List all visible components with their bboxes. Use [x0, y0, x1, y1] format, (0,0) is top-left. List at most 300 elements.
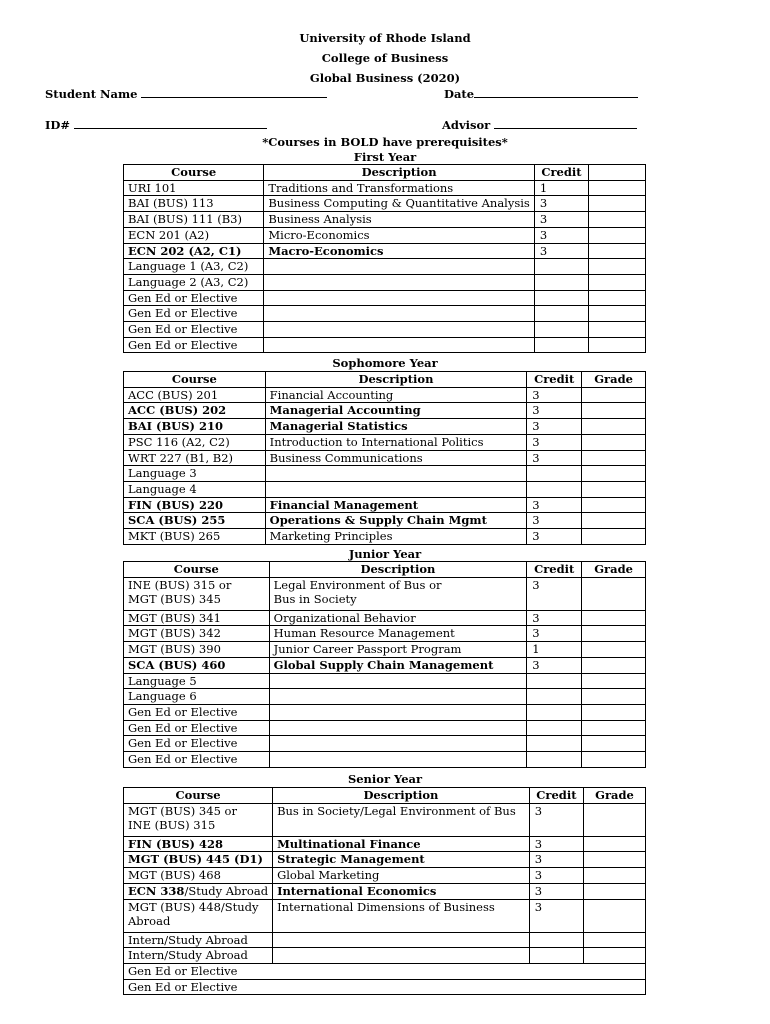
credit-cell[interactable]: [527, 689, 582, 705]
credit-cell[interactable]: 3: [527, 577, 582, 610]
credit-cell[interactable]: 3: [529, 883, 583, 899]
credit-cell[interactable]: [527, 736, 582, 752]
col-grade: Grade: [582, 562, 646, 578]
course-cell[interactable]: [124, 434, 266, 450]
grade-cell[interactable]: [582, 450, 646, 466]
course-cell[interactable]: [124, 803, 273, 836]
course-text: Gen Ed or Elective: [128, 752, 238, 767]
grade-cell[interactable]: [582, 513, 646, 529]
senior-year-title: Senior Year: [347, 772, 423, 786]
course-text: FIN (BUS) 428: [128, 836, 224, 851]
grade-cell[interactable]: [589, 337, 646, 353]
table-row: [124, 626, 646, 642]
course-text: Language 3: [128, 466, 197, 481]
col-description: Description: [273, 788, 530, 804]
description-cell[interactable]: [273, 836, 530, 852]
table-row: [124, 466, 646, 482]
description-text: Bus in Society/Legal Environment of Bus: [277, 803, 516, 818]
table-row: [124, 610, 646, 626]
table-row: [124, 673, 646, 689]
description-cell[interactable]: [273, 852, 530, 868]
course-cell[interactable]: [124, 932, 273, 948]
description-cell[interactable]: [265, 403, 527, 419]
course-cell[interactable]: [124, 577, 270, 610]
description-cell[interactable]: [269, 610, 527, 626]
junior-year-table: [123, 561, 646, 768]
description-cell[interactable]: [264, 322, 534, 338]
course-text: SCA (BUS) 460: [128, 657, 226, 672]
grade-cell[interactable]: [582, 689, 646, 705]
table-row: [124, 243, 646, 259]
course-text: Language 1 (A3, C2): [128, 259, 249, 274]
credit-cell[interactable]: 3: [529, 852, 583, 868]
course-cell[interactable]: [124, 306, 264, 322]
description-cell[interactable]: [273, 883, 530, 899]
description-text: Strategic Management: [277, 852, 425, 867]
credit-cell[interactable]: [529, 948, 583, 964]
description-cell[interactable]: [273, 803, 530, 836]
col-grade: Grade: [582, 372, 646, 388]
description-cell[interactable]: [269, 673, 527, 689]
course-text: Language 4: [128, 481, 197, 496]
description-cell[interactable]: [269, 642, 527, 658]
col-description: Description: [265, 372, 527, 388]
course-text: Gen Ed or Elective: [128, 337, 238, 352]
description-cell[interactable]: [264, 196, 534, 212]
course-cell[interactable]: [124, 868, 273, 884]
description-cell[interactable]: [264, 243, 534, 259]
credit-cell[interactable]: 3: [529, 868, 583, 884]
grade-cell[interactable]: [582, 387, 646, 403]
table-row: [124, 497, 646, 513]
description-cell[interactable]: [265, 419, 527, 435]
credit-cell[interactable]: 3: [529, 803, 583, 836]
course-text: INE (BUS) 315 or: [128, 577, 232, 592]
description-text: Marketing Principles: [269, 529, 393, 544]
description-cell[interactable]: [265, 481, 527, 497]
description-text: Business Computing & Quantitative Analysis: [268, 196, 530, 211]
credit-cell[interactable]: [534, 290, 588, 306]
description-text: Global Marketing: [277, 868, 380, 883]
grade-cell[interactable]: [589, 259, 646, 275]
course-text: Gen Ed or Elective: [128, 736, 238, 751]
program-title: Global Business (2020): [309, 71, 461, 85]
credit-cell[interactable]: 3: [529, 836, 583, 852]
col-description: Description: [269, 562, 527, 578]
credit-cell[interactable]: 3: [527, 529, 582, 545]
description-cell[interactable]: [265, 513, 527, 529]
description-text-line2: Bus in Society: [273, 592, 357, 607]
description-cell[interactable]: [265, 434, 527, 450]
credit-cell[interactable]: [527, 673, 582, 689]
grade-cell[interactable]: [584, 852, 646, 868]
college-title: College of Business: [321, 51, 449, 65]
description-text: Human Resource Management: [273, 626, 455, 641]
course-cell[interactable]: [124, 529, 266, 545]
table-row: [124, 883, 646, 899]
course-text: Gen Ed or Elective: [128, 306, 238, 321]
course-text: Language 6: [128, 689, 197, 704]
description-cell[interactable]: [269, 657, 527, 673]
table-row: [124, 403, 646, 419]
table-row: [124, 752, 646, 768]
course-text: Language 2 (A3, C2): [128, 274, 249, 289]
course-cell[interactable]: [124, 337, 264, 353]
description-text: Junior Career Passport Program: [273, 642, 462, 657]
course-text: Intern/Study Abroad: [128, 932, 248, 947]
description-text: Financial Accounting: [269, 387, 394, 402]
grade-cell[interactable]: [584, 868, 646, 884]
description-cell[interactable]: [273, 868, 530, 884]
table-row: [124, 948, 646, 964]
credit-cell[interactable]: 3: [527, 497, 582, 513]
course-cell[interactable]: [124, 852, 273, 868]
grade-cell[interactable]: [582, 736, 646, 752]
grade-cell[interactable]: [589, 274, 646, 290]
course-cell[interactable]: [124, 180, 264, 196]
credit-cell[interactable]: [527, 720, 582, 736]
description-cell[interactable]: [269, 752, 527, 768]
course-text: ACC (BUS) 201: [128, 387, 219, 402]
course-cell[interactable]: [124, 673, 270, 689]
credit-cell[interactable]: 3: [527, 434, 582, 450]
course-cell[interactable]: [124, 752, 270, 768]
description-cell[interactable]: [269, 704, 527, 720]
course-text: Gen Ed or Elective: [128, 720, 238, 735]
description-cell[interactable]: [264, 274, 534, 290]
table-row: [124, 450, 646, 466]
course-text: ACC (BUS) 202: [128, 403, 227, 418]
credit-cell[interactable]: [527, 752, 582, 768]
course-cell[interactable]: [124, 657, 270, 673]
description-text: Introduction to International Politics: [269, 434, 484, 449]
description-cell[interactable]: [264, 337, 534, 353]
table-row: [124, 419, 646, 435]
table-row: [124, 852, 646, 868]
course-cell[interactable]: [124, 196, 264, 212]
credit-cell[interactable]: [527, 704, 582, 720]
grade-cell[interactable]: [582, 497, 646, 513]
grade-cell[interactable]: [582, 720, 646, 736]
course-text-line2: Abroad: [128, 914, 171, 929]
course-cell[interactable]: [124, 403, 266, 419]
course-cell[interactable]: [124, 704, 270, 720]
table-row: [124, 529, 646, 545]
grade-cell[interactable]: [584, 883, 646, 899]
table-row: [124, 736, 646, 752]
col-credit: Credit: [527, 562, 582, 578]
description-cell[interactable]: [269, 577, 527, 610]
course-cell[interactable]: [124, 466, 266, 482]
description-text: Multinational Finance: [277, 836, 421, 851]
description-text: Traditions and Transformations: [268, 180, 454, 195]
advisor-field[interactable]: [442, 118, 637, 132]
description-cell[interactable]: [265, 529, 527, 545]
course-text: Gen Ed or Elective: [128, 704, 238, 719]
credit-cell[interactable]: [534, 337, 588, 353]
description-text: Managerial Statistics: [269, 419, 408, 434]
description-text: Micro-Economics: [268, 227, 370, 242]
grade-cell[interactable]: [582, 610, 646, 626]
course-text: PSC 116 (A2, C2): [128, 434, 230, 449]
table-row: [124, 803, 646, 836]
grade-cell[interactable]: [582, 642, 646, 658]
grade-cell[interactable]: [584, 836, 646, 852]
description-cell[interactable]: [265, 466, 527, 482]
credit-cell[interactable]: [534, 322, 588, 338]
course-text: MGT (BUS) 345 or: [128, 803, 237, 818]
course-cell[interactable]: [124, 450, 266, 466]
description-cell[interactable]: [264, 227, 534, 243]
id-field[interactable]: [45, 118, 267, 132]
table-row: [124, 689, 646, 705]
description-cell[interactable]: [273, 948, 530, 964]
grade-cell[interactable]: [589, 212, 646, 228]
description-cell[interactable]: [265, 450, 527, 466]
grade-cell[interactable]: [582, 403, 646, 419]
grade-cell[interactable]: [582, 481, 646, 497]
description-cell[interactable]: [269, 626, 527, 642]
course-cell[interactable]: [124, 899, 273, 932]
credit-cell[interactable]: 3: [527, 610, 582, 626]
first-year-title: First Year: [353, 150, 417, 164]
course-cell[interactable]: Gen Ed or Elective: [124, 979, 646, 995]
student-name-line: [141, 97, 327, 98]
description-cell[interactable]: [264, 180, 534, 196]
credit-cell[interactable]: 3: [527, 657, 582, 673]
course-text: URI 101: [128, 180, 177, 195]
course-cell[interactable]: Gen Ed or Elective: [124, 963, 646, 979]
grade-cell[interactable]: [584, 932, 646, 948]
col-course: Course: [124, 165, 264, 181]
grade-cell[interactable]: [582, 752, 646, 768]
course-cell[interactable]: [124, 274, 264, 290]
grade-cell[interactable]: [582, 466, 646, 482]
course-text: MGT (BUS) 448/Study: [128, 899, 259, 914]
table-row: [124, 577, 646, 610]
course-text: MKT (BUS) 265: [128, 529, 221, 544]
credit-cell[interactable]: [534, 306, 588, 322]
course-text: BAI (BUS) 111 (B3): [128, 212, 242, 227]
description-cell[interactable]: [265, 497, 527, 513]
course-cell[interactable]: [124, 259, 264, 275]
credit-cell[interactable]: 3: [527, 626, 582, 642]
course-cell[interactable]: [124, 642, 270, 658]
col-course: Course: [124, 372, 266, 388]
course-cell[interactable]: [124, 497, 266, 513]
grade-cell[interactable]: [589, 180, 646, 196]
course-cell[interactable]: [124, 689, 270, 705]
course-text: BAI (BUS) 210: [128, 419, 223, 434]
junior-year-title: Junior Year: [348, 547, 422, 561]
credit-cell[interactable]: [527, 481, 582, 497]
course-text: FIN (BUS) 220: [128, 497, 224, 512]
description-cell[interactable]: [269, 689, 527, 705]
course-cell[interactable]: [124, 290, 264, 306]
course-text: Language 5: [128, 673, 197, 688]
credit-cell[interactable]: 3: [529, 899, 583, 932]
col-grade: Grade: [584, 788, 646, 804]
table-row: [124, 720, 646, 736]
table-row: [124, 704, 646, 720]
table-row: [124, 979, 646, 995]
course-cell[interactable]: [124, 419, 266, 435]
col-course: Course: [124, 788, 273, 804]
course-text: Gen Ed or Elective: [128, 322, 238, 337]
credit-cell[interactable]: 3: [534, 243, 588, 259]
credit-cell[interactable]: 3: [527, 450, 582, 466]
grade-cell[interactable]: [584, 899, 646, 932]
course-cell[interactable]: [124, 883, 273, 899]
course-cell[interactable]: [124, 243, 264, 259]
grade-cell[interactable]: [582, 704, 646, 720]
description-text: Business Analysis: [268, 212, 372, 227]
table-row: [124, 387, 646, 403]
table-row: [124, 337, 646, 353]
course-cell[interactable]: [124, 720, 270, 736]
table-row: [124, 259, 646, 275]
description-cell[interactable]: [264, 290, 534, 306]
grade-cell[interactable]: [582, 577, 646, 610]
table-row: [124, 434, 646, 450]
course-text: MGT (BUS) 468: [128, 868, 221, 883]
grade-cell[interactable]: [584, 803, 646, 836]
credit-cell[interactable]: [534, 274, 588, 290]
grade-cell[interactable]: [582, 626, 646, 642]
description-text: Macro-Economics: [268, 243, 384, 258]
sophomore-year-title: Sophomore Year: [332, 356, 438, 370]
course-text: SCA (BUS) 255: [128, 513, 226, 528]
advisor-label: Advisor: [442, 118, 491, 132]
table-row: [124, 932, 646, 948]
course-cell[interactable]: [124, 610, 270, 626]
description-text: Legal Environment of Bus or: [273, 577, 442, 592]
credit-cell[interactable]: 3: [534, 212, 588, 228]
col-credit: Credit: [529, 788, 583, 804]
course-cell[interactable]: [124, 736, 270, 752]
grade-cell[interactable]: [582, 673, 646, 689]
table-row: [124, 868, 646, 884]
description-cell[interactable]: [273, 932, 530, 948]
table-row: [124, 290, 646, 306]
col-description: Description: [264, 165, 534, 181]
grade-cell[interactable]: [589, 196, 646, 212]
course-cell[interactable]: [124, 626, 270, 642]
description-cell[interactable]: [265, 387, 527, 403]
course-cell[interactable]: [124, 212, 264, 228]
credit-cell[interactable]: [534, 259, 588, 275]
table-row: [124, 642, 646, 658]
table-row: [124, 180, 646, 196]
grade-cell[interactable]: [582, 434, 646, 450]
id-label: ID#: [45, 118, 70, 132]
description-text: Financial Management: [269, 497, 419, 512]
description-text: Business Communications: [269, 450, 423, 465]
credit-cell[interactable]: 1: [534, 180, 588, 196]
table-row: [124, 212, 646, 228]
table-row: [124, 306, 646, 322]
table-row: [124, 513, 646, 529]
course-cell[interactable]: [124, 387, 266, 403]
course-text: ECN 201 (A2): [128, 227, 210, 242]
date-line: [474, 97, 638, 98]
description-cell[interactable]: [264, 259, 534, 275]
course-cell[interactable]: [124, 948, 273, 964]
description-cell[interactable]: [269, 736, 527, 752]
advisor-line: [494, 128, 637, 129]
table-row: [124, 227, 646, 243]
course-cell[interactable]: [124, 836, 273, 852]
description-text: Global Supply Chain Management: [273, 657, 494, 672]
table-row: [124, 274, 646, 290]
grade-cell[interactable]: [589, 243, 646, 259]
course-cell[interactable]: [124, 227, 264, 243]
description-cell[interactable]: [264, 212, 534, 228]
col-course: Course: [124, 562, 270, 578]
grade-cell[interactable]: [582, 419, 646, 435]
grade-cell[interactable]: [589, 322, 646, 338]
credit-cell[interactable]: [529, 932, 583, 948]
id-line: [74, 128, 267, 129]
credit-cell[interactable]: 1: [527, 642, 582, 658]
date-label: Date: [444, 87, 475, 101]
course-text: Gen Ed or Elective: [128, 290, 238, 305]
student-name-label: Student Name: [45, 87, 138, 101]
description-cell[interactable]: [269, 720, 527, 736]
credit-cell[interactable]: 3: [534, 196, 588, 212]
table-row: [124, 963, 646, 979]
grade-cell[interactable]: [589, 290, 646, 306]
table-row: [124, 899, 646, 932]
credit-cell[interactable]: [527, 466, 582, 482]
course-text: WRT 227 (B1, B2): [128, 450, 234, 465]
table-row: [124, 836, 646, 852]
description-text: International Economics: [277, 883, 437, 898]
student-name-field[interactable]: [45, 87, 327, 101]
credit-cell[interactable]: 3: [534, 227, 588, 243]
course-code: ECN 338: [128, 883, 185, 898]
credit-cell[interactable]: 3: [527, 513, 582, 529]
course-text-line2: INE (BUS) 315: [128, 818, 216, 833]
grade-cell[interactable]: [582, 529, 646, 545]
course-text: Intern/Study Abroad: [128, 948, 248, 963]
grade-cell[interactable]: [589, 306, 646, 322]
description-cell[interactable]: [264, 306, 534, 322]
course-cell[interactable]: [124, 481, 266, 497]
credit-cell[interactable]: 3: [527, 419, 582, 435]
date-field[interactable]: [444, 87, 638, 101]
credit-cell[interactable]: 3: [527, 387, 582, 403]
university-title: University of Rhode Island: [299, 31, 471, 45]
col-grade-empty: [589, 165, 646, 181]
table-row: [124, 657, 646, 673]
credit-cell[interactable]: 3: [527, 403, 582, 419]
table-row: [124, 196, 646, 212]
course-text: MGT (BUS) 390: [128, 642, 221, 657]
course-text: BAI (BUS) 113: [128, 196, 214, 211]
description-cell[interactable]: [273, 899, 530, 932]
course-text: MGT (BUS) 342: [128, 626, 221, 641]
col-credit: Credit: [534, 165, 588, 181]
first-year-table: [123, 164, 646, 353]
grade-cell[interactable]: [584, 948, 646, 964]
course-cell[interactable]: [124, 322, 264, 338]
course-cell[interactable]: [124, 513, 266, 529]
description-text: Organizational Behavior: [273, 610, 416, 625]
grade-cell[interactable]: [582, 657, 646, 673]
sophomore-year-table: [123, 371, 646, 545]
grade-cell[interactable]: [589, 227, 646, 243]
